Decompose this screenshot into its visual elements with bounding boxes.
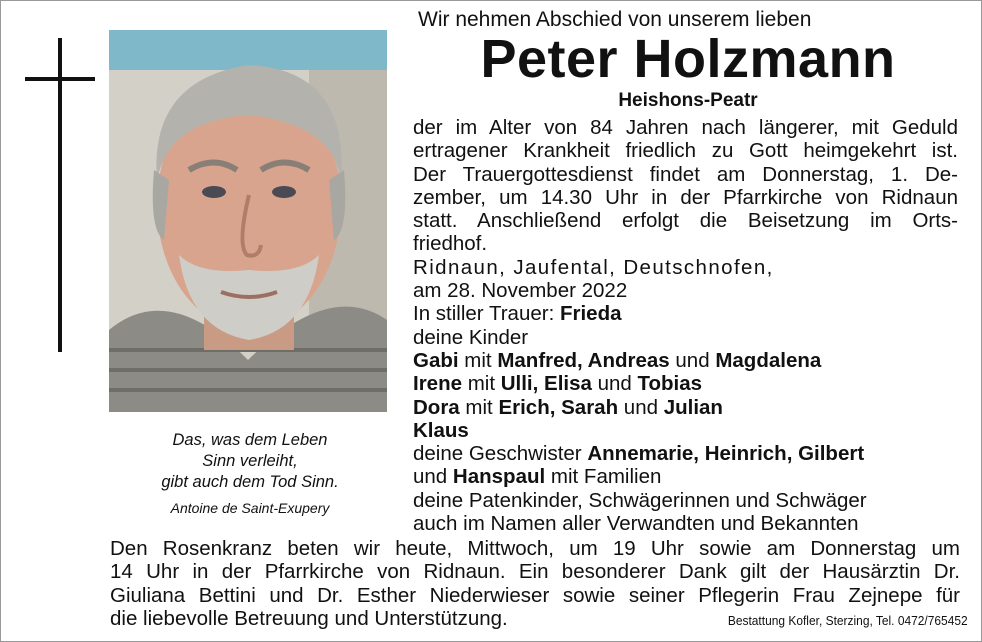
family-line: Gabi mit Manfred, Andreas und Magdalena [413,348,822,372]
notice-body [413,116,958,535]
mourning-line [413,302,958,325]
funeral-home-credit: Bestattung Kofler, Sterzing, Tel. 0472/765452 [728,613,968,628]
nickname: Heishons-Peatr [618,90,758,111]
quote-line: gibt auch dem Tod Sinn. [161,473,339,491]
family-line: Klaus [413,418,469,442]
intro-line: Wir nehmen Abschied von unserem lieben [418,8,812,31]
godchildren-line: deine Patenkinder, Schwägerinnen und Schwäger [413,488,867,512]
body-line: Der Trauergottesdienst findet am Donnerstag, 1. De- [413,162,958,186]
mourning-prefix: In stiller Trauer: [413,302,555,326]
relatives-line: auch im Namen aller Verwandten und Bekannten [413,512,859,536]
date-line: am 28. November 2022 [413,279,628,303]
body-line: der im Alter von 84 Jahren nach längerer, mit Geduld [413,116,958,139]
quote-line: Das, was dem Leben [172,431,328,449]
footer-line: Den Rosenkranz beten wir heute, Mittwoch, um 19 Uhr sowie am Donnerstag um [110,537,960,560]
footer-line: die liebevolle Betreuung und Unterstützung. [110,606,508,630]
children-label: deine Kinder [413,325,529,349]
deceased-name: Peter Holzmann [480,29,896,89]
footer-line: Giuliana Bettini und Dr. Esther Niederwieser sowie seiner Pflegerin Frau Zejnepe für [110,583,960,607]
body-line: ertragener Krankheit friedlich zu Gott heimgekehrt ist. [413,139,958,163]
footer-line: 14 Uhr in der Pfarrkirche von Ridnaun. Ein besonderer Dank gilt der Hausärztin Dr. [110,560,960,584]
family-line: Irene mit Ulli, Elisa und Tobias [413,372,703,396]
quote [110,430,390,493]
siblings-line: deine Geschwister Annemarie, Heinrich, Gilbert [413,442,865,466]
body-line: statt. Anschließend erfolgt die Beisetzung im Orts- [413,209,958,233]
place-line: Ridnaun, Jaufental, Deutschnofen, [413,255,774,279]
portrait-photo [109,30,387,412]
quote-author: Antoine de Saint-Exupery [170,500,330,516]
quote-line: Sinn verleiht, [202,452,298,470]
family-line: Dora mit Erich, Sarah und Julian [413,395,723,419]
spouse-name: Frieda [559,302,622,326]
body-line: friedhof. [413,232,488,256]
body-line: zember, um 14.30 Uhr in der Pfarrkirche von Ridnaun [413,185,958,209]
siblings-line: und Hanspaul mit Familien [413,465,662,489]
